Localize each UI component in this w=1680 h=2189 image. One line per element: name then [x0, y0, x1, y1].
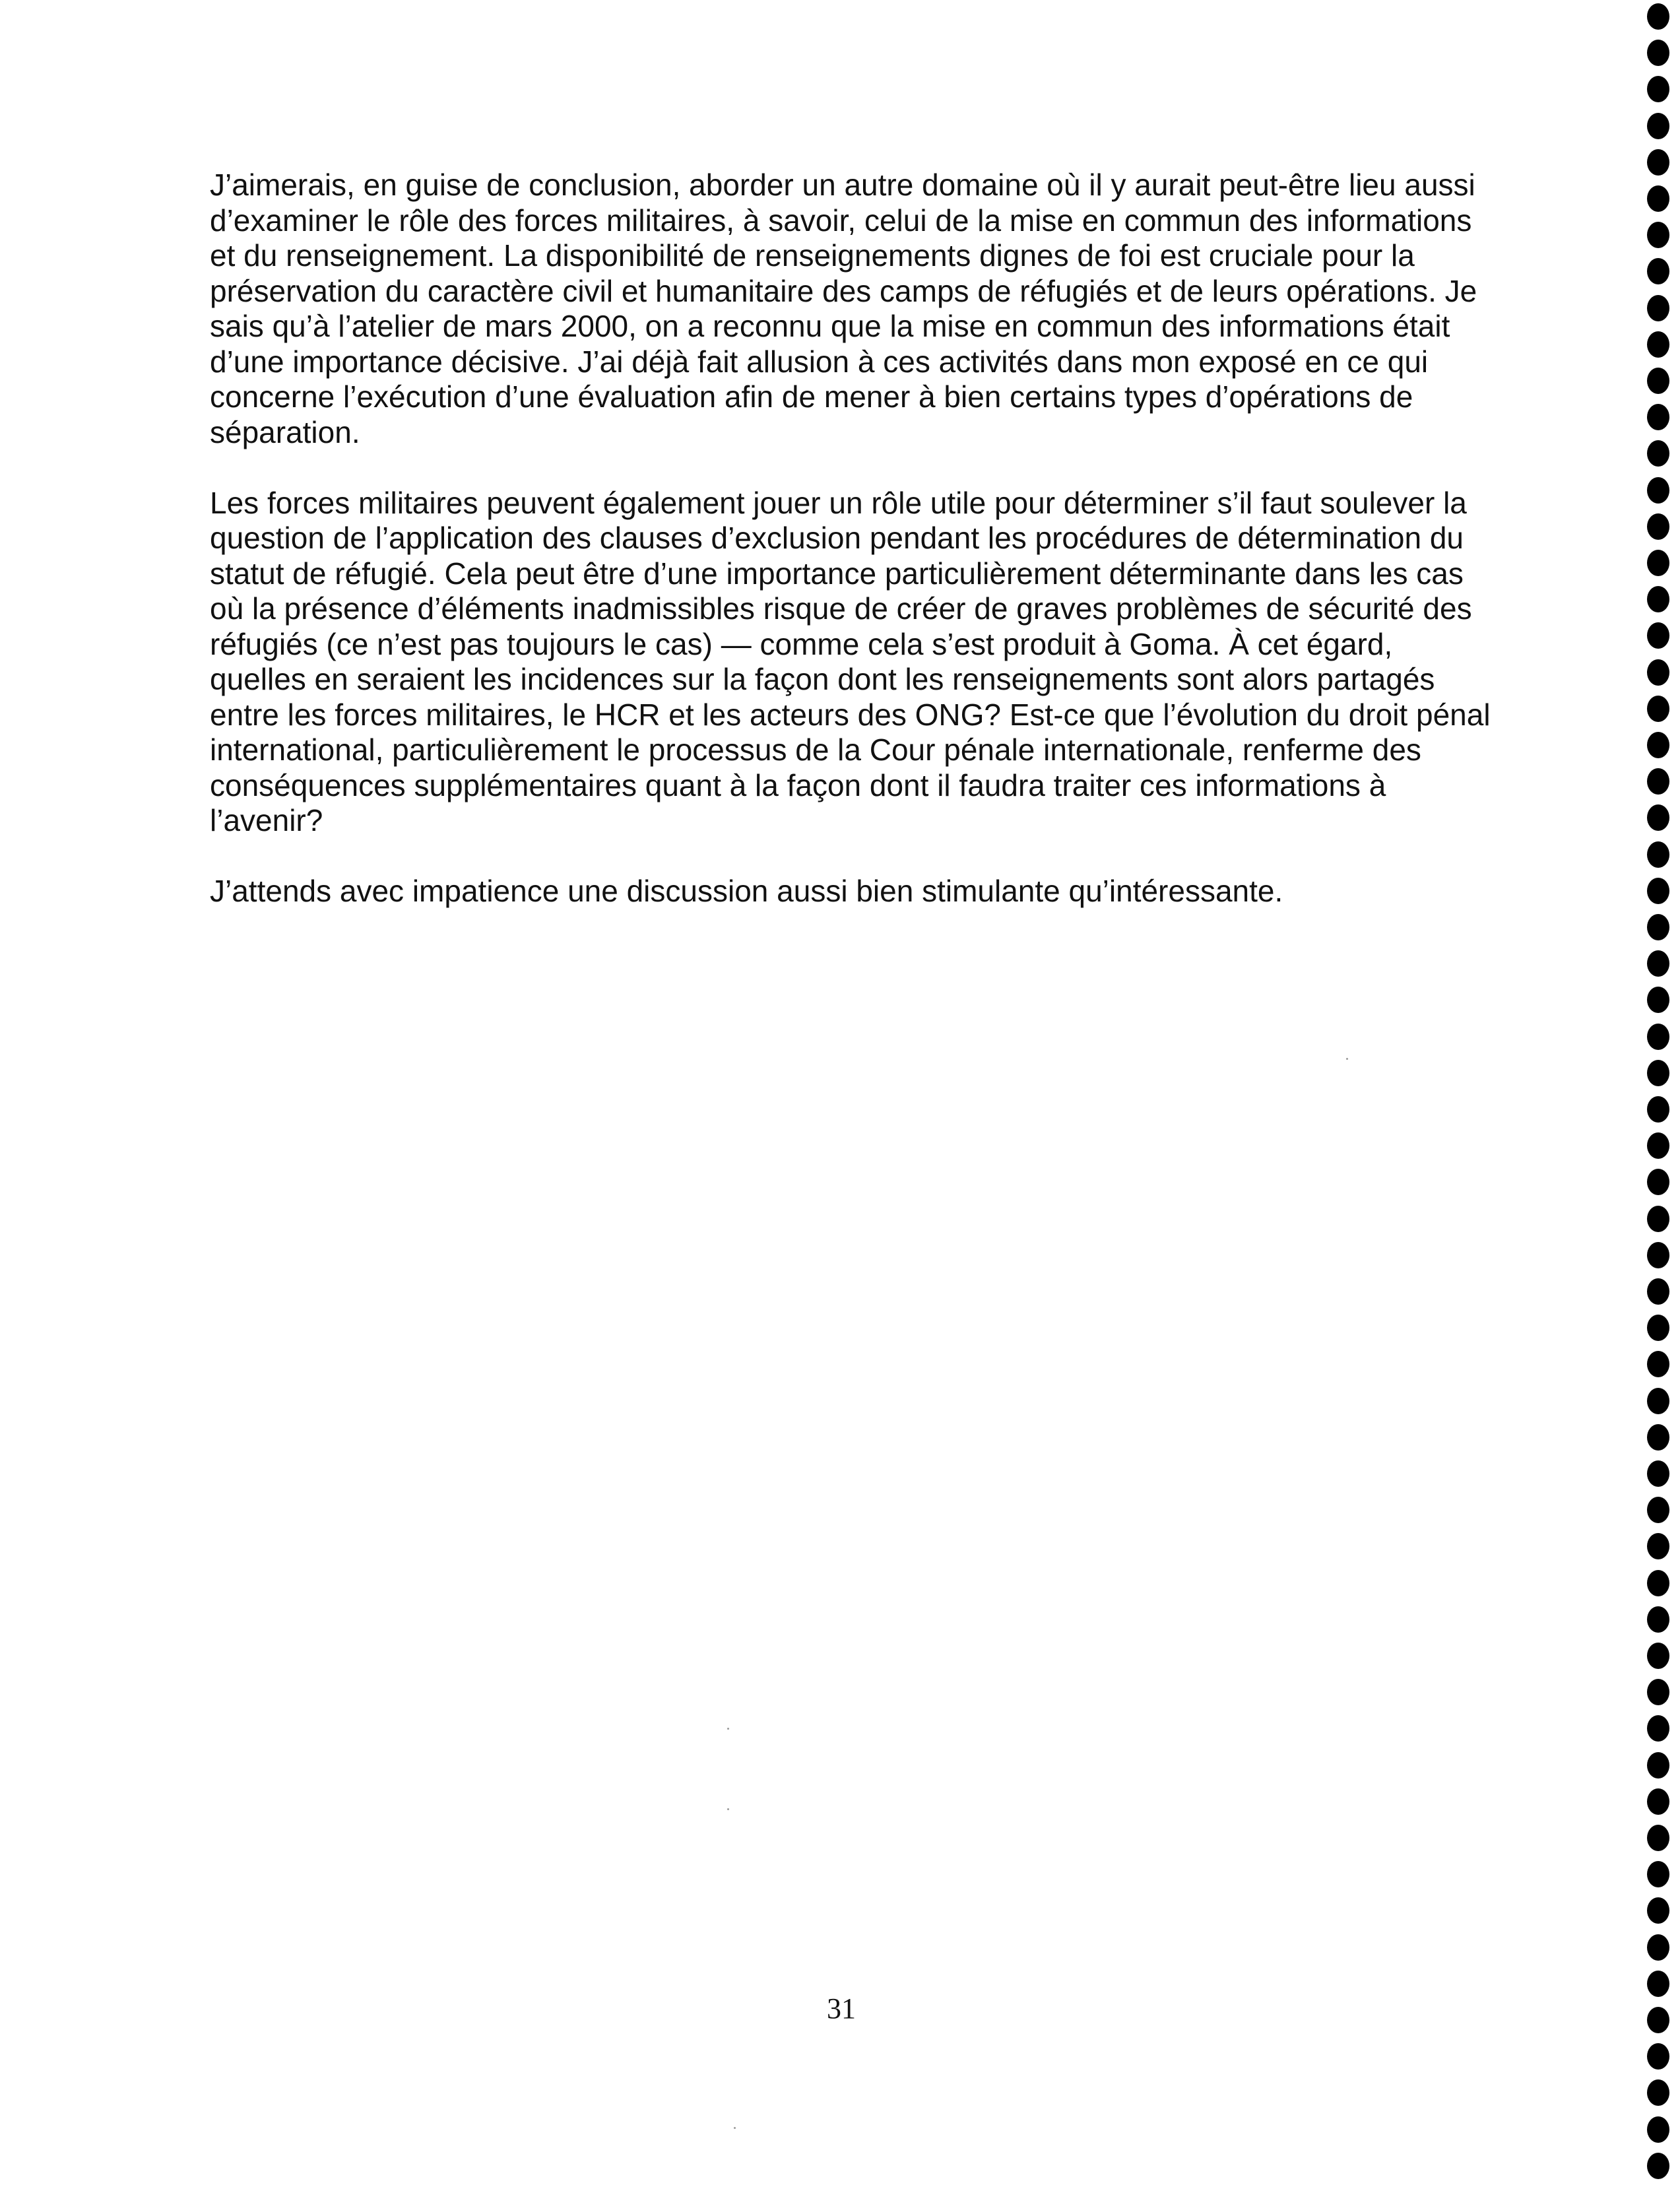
binding-hole — [1647, 1897, 1669, 1924]
binding-hole — [1647, 1460, 1669, 1487]
binding-hole — [1647, 1351, 1669, 1377]
binding-hole — [1647, 1060, 1669, 1086]
binding-hole — [1647, 2153, 1669, 2179]
binding-hole — [1647, 2079, 1669, 2106]
binding-hole — [1647, 1715, 1669, 1742]
binding-hole — [1647, 878, 1669, 904]
binding-hole — [1647, 1497, 1669, 1523]
binding-hole — [1647, 1643, 1669, 1669]
binding-hole — [1647, 1752, 1669, 1779]
binding-hole — [1647, 841, 1669, 868]
binding-hole — [1647, 1570, 1669, 1596]
binding-hole — [1647, 76, 1669, 102]
binding-hole — [1647, 149, 1669, 176]
binding-hole — [1647, 2116, 1669, 2143]
binding-hole — [1647, 1096, 1669, 1123]
paragraph-closing: J’attends avec impatience une discussion aussi bien stimulante qu’intéressante. — [210, 874, 1283, 908]
scan-speck — [1346, 1058, 1348, 1060]
binding-hole — [1647, 550, 1669, 576]
binding-hole — [1647, 368, 1669, 394]
binding-hole — [1647, 404, 1669, 430]
binding-hole — [1647, 950, 1669, 977]
binding-hole — [1647, 732, 1669, 758]
binding-hole — [1647, 1388, 1669, 1414]
binding-hole — [1647, 440, 1669, 467]
binding-hole — [1647, 2007, 1669, 2033]
paragraph-intelligence-sharing: J’aimerais, en guise de conclusion, aborder un autre domaine où il y aurait peut-être lieu aussi d’examiner le rôle des forces militaires, à savoir, celui de la mise en commun des informations et du renseignement. La disponibilité de renseignements dignes de foi est cruciale pour la préservation du caractère civil et humanitaire des camps de réfugiés et de leurs opérations. Je sais qu’à l’atelier de mars 2000, on a reconnu que la mise en commun des informations était d’une importance décisive. J’ai déjà fait allusion à ces activités dans mon exposé en ce qui concerne l’exécution d’une évaluation afin de mener à bien certains types d’opérations de séparation. — [210, 168, 1477, 449]
binding-hole — [1647, 696, 1669, 722]
binding-hole — [1647, 3, 1669, 30]
binding-hole — [1647, 258, 1669, 284]
binding-hole — [1647, 331, 1669, 358]
binding-holes — [1647, 0, 1673, 2189]
binding-hole — [1647, 295, 1669, 321]
binding-hole — [1647, 113, 1669, 139]
binding-hole — [1647, 1934, 1669, 1961]
binding-hole — [1647, 1278, 1669, 1305]
binding-hole — [1647, 987, 1669, 1013]
page-number: 31 — [827, 1992, 856, 2025]
binding-hole — [1647, 1132, 1669, 1159]
binding-hole — [1647, 804, 1669, 831]
binding-hole — [1647, 1679, 1669, 1705]
document-body — [210, 168, 1497, 944]
binding-hole — [1647, 1825, 1669, 1851]
binding-hole — [1647, 1315, 1669, 1341]
binding-hole — [1647, 40, 1669, 66]
binding-hole — [1647, 1533, 1669, 1559]
binding-hole — [1647, 1606, 1669, 1633]
binding-hole — [1647, 1242, 1669, 1268]
binding-hole — [1647, 1206, 1669, 1232]
scan-speck — [727, 1728, 729, 1730]
binding-hole — [1647, 1861, 1669, 1887]
scan-speck — [727, 1808, 729, 1810]
binding-hole — [1647, 222, 1669, 248]
binding-hole — [1647, 2043, 1669, 2070]
binding-hole — [1647, 513, 1669, 540]
binding-hole — [1647, 659, 1669, 686]
binding-hole — [1647, 768, 1669, 795]
binding-hole — [1647, 1169, 1669, 1195]
binding-hole — [1647, 1424, 1669, 1451]
binding-hole — [1647, 586, 1669, 612]
binding-hole — [1647, 1971, 1669, 1997]
binding-hole — [1647, 914, 1669, 940]
binding-hole — [1647, 185, 1669, 212]
paragraph-military-role-exclusion: Les forces militaires peuvent également jouer un rôle utile pour déterminer s’il faut soulever la question de l’application des clauses d’exclusion pendant les procédures de détermination du statut de réfugié. Cela peut être d’une importance particulièrement déterminante dans les cas où la présence d’éléments inadmissibles risque de créer de graves problèmes de sécurité des réfugiés (ce n’est pas toujours le cas) — comme cela s’est produit à Goma. À cet égard, quelles en seraient les incidences sur la façon dont les renseignements sont alors partagés entre les forces militaires, le HCR et les acteurs des ONG? Est-ce que l’évolution du droit pénal international, particulièrement le processus de la Cour pénale internationale, renferme des conséquences supplémentaires quant à la façon dont il faudra traiter ces informations à l’avenir? — [210, 485, 1491, 837]
binding-hole — [1647, 1024, 1669, 1050]
scan-speck — [734, 2127, 736, 2129]
binding-hole — [1647, 1788, 1669, 1815]
binding-hole — [1647, 477, 1669, 504]
binding-hole — [1647, 622, 1669, 649]
